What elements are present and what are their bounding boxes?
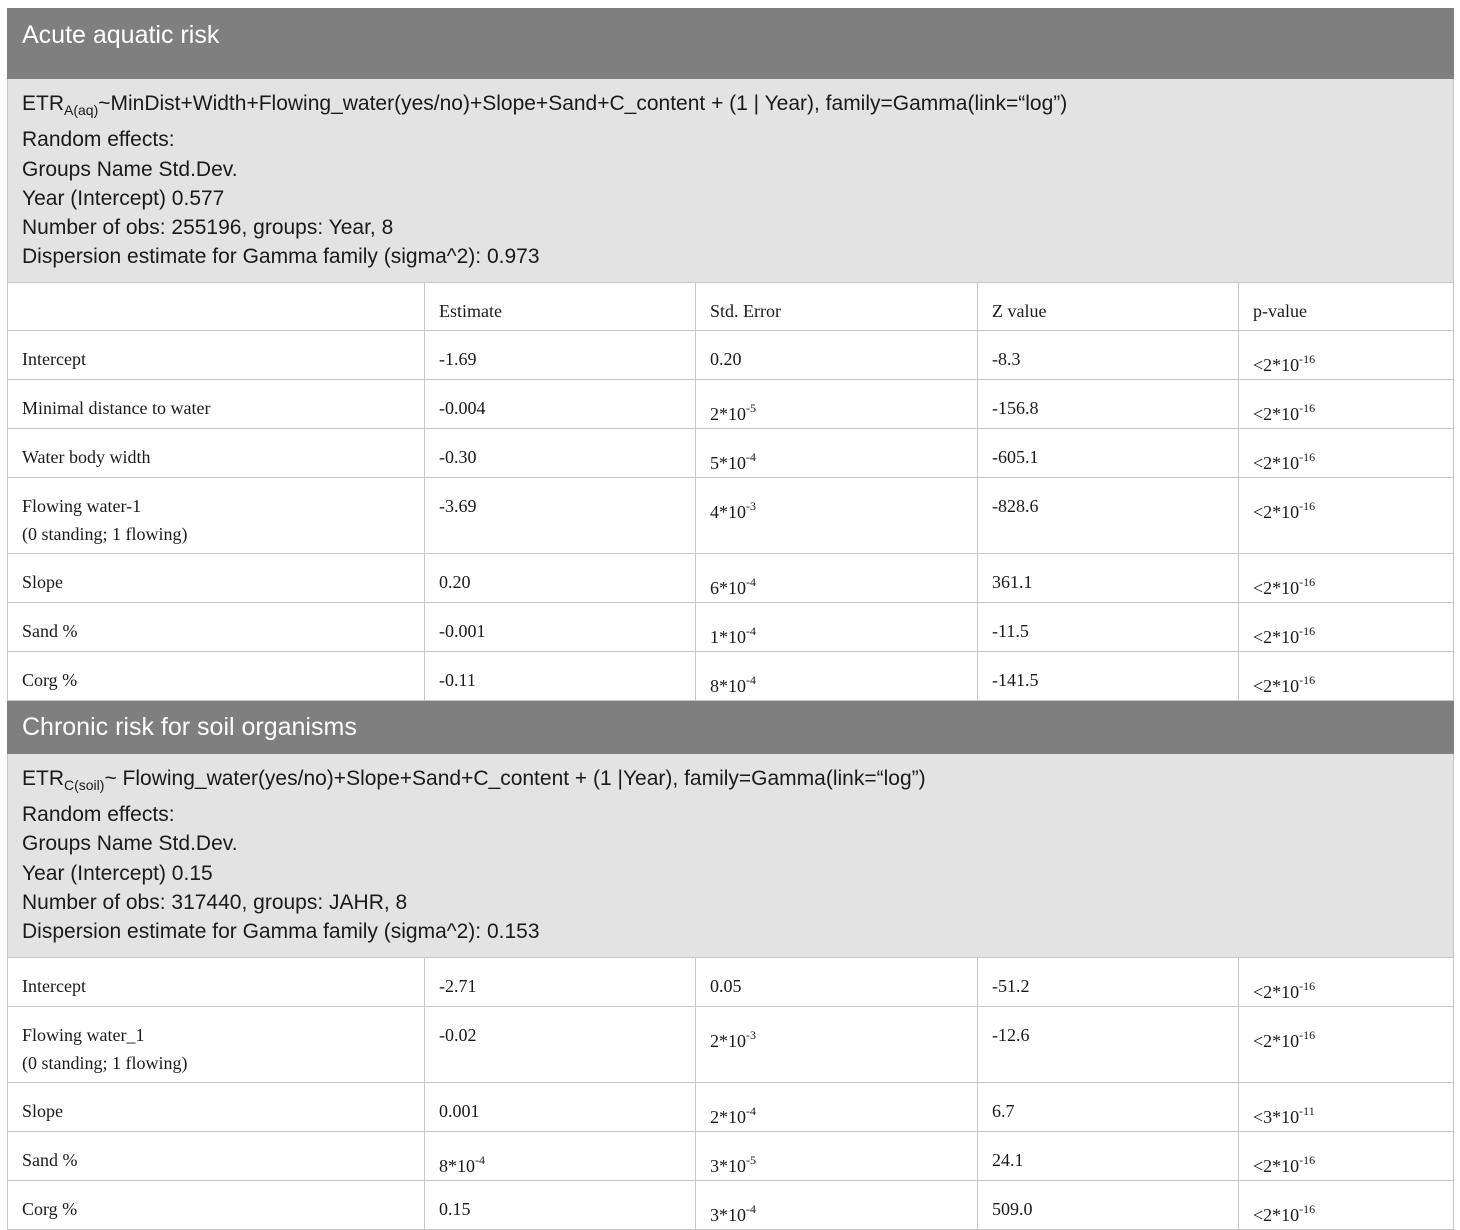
model-summary	[8, 79, 1454, 283]
table-row	[8, 428, 1454, 477]
p-value: <3*10	[1253, 1106, 1300, 1127]
model-line: Number of obs: 317440, groups: JAHR, 8	[22, 890, 408, 914]
table-row	[8, 477, 1454, 553]
std-error-value: 1*10	[710, 626, 746, 647]
table-row	[8, 651, 1454, 700]
p-value: <2*10	[1253, 577, 1300, 598]
std-error-value-exponent: -4	[746, 1103, 756, 1118]
estimate-value: -1.69	[439, 348, 477, 369]
row-label: Slope	[22, 1100, 64, 1121]
z-value: -12.6	[978, 1006, 1239, 1082]
section-header	[8, 9, 1454, 79]
p-value-exponent: -16	[1299, 1201, 1316, 1216]
column-header: p-value	[1239, 282, 1454, 330]
model-line: Dispersion estimate for Gamma family (sigma^2): 0.153	[22, 920, 540, 944]
estimate-value: 0.15	[439, 1198, 471, 1219]
model-line: Year (Intercept) 0.577	[22, 186, 225, 210]
formula-subscript: C(soil)	[64, 776, 105, 793]
row-label: Sand %	[22, 1149, 78, 1170]
model-line: Groups Name Std.Dev.	[22, 157, 238, 181]
table-row	[8, 1006, 1454, 1082]
estimate-value: 8*10	[439, 1155, 475, 1176]
p-value: <2*10	[1253, 981, 1300, 1002]
z-value: -605.1	[978, 428, 1239, 477]
std-error-value: 4*10	[710, 501, 746, 522]
std-error-value: 8*10	[710, 675, 746, 696]
row-label: Flowing water-1	[22, 495, 142, 516]
p-value-exponent: -16	[1299, 574, 1316, 589]
model-line: Random effects:	[22, 803, 175, 827]
std-error-value-exponent: -5	[746, 1152, 756, 1167]
std-error-value: 3*10	[710, 1204, 746, 1225]
std-error-value: 2*10	[710, 1106, 746, 1127]
row-label: Flowing water_1	[22, 1024, 145, 1045]
p-value-exponent: -16	[1299, 449, 1316, 464]
p-value-exponent: -16	[1299, 1152, 1316, 1167]
p-value: <2*10	[1253, 403, 1300, 424]
std-error-value: 0.20	[710, 348, 742, 369]
std-error-value-exponent: -4	[746, 623, 756, 638]
regression-table	[7, 8, 1454, 1230]
table-row	[8, 1131, 1454, 1180]
p-value-exponent: -16	[1299, 400, 1316, 415]
z-value: -828.6	[978, 477, 1239, 553]
estimate-value: -0.30	[439, 446, 477, 467]
model-line: Dispersion estimate for Gamma family (sigma^2): 0.973	[22, 245, 540, 269]
p-value-exponent: -16	[1299, 672, 1316, 687]
estimate-value-exponent: -4	[475, 1152, 485, 1167]
z-value: -8.3	[978, 330, 1239, 379]
z-value: -11.5	[978, 602, 1239, 651]
p-value: <2*10	[1253, 354, 1300, 375]
p-value-exponent: -16	[1299, 623, 1316, 638]
column-header-row	[8, 282, 1454, 330]
z-value: -156.8	[978, 379, 1239, 428]
model-formula	[22, 89, 1439, 125]
model-line: Year (Intercept) 0.15	[22, 861, 213, 885]
row-label: Minimal distance to water	[22, 397, 211, 418]
std-error-value-exponent: -4	[746, 672, 756, 687]
formula-rest: ~MinDist+Width+Flowing_water(yes/no)+Slope+Sand+C_content + (1 | Year), family=Gamma(link=“log”)	[98, 92, 1068, 115]
model-summary	[8, 753, 1454, 957]
estimate-value: -0.004	[439, 397, 486, 418]
p-value: <2*10	[1253, 452, 1300, 473]
std-error-value-exponent: -5	[746, 400, 756, 415]
std-error-value-exponent: -3	[746, 498, 756, 513]
section-header	[8, 700, 1454, 753]
z-value: 361.1	[978, 553, 1239, 602]
formula-prefix: ETR	[22, 92, 64, 115]
formula-subscript: A(aq)	[64, 102, 99, 118]
column-header: Estimate	[425, 282, 696, 330]
estimate-value: -0.001	[439, 620, 486, 641]
table-row	[8, 957, 1454, 1006]
row-label: Intercept	[22, 975, 86, 996]
z-value: 24.1	[978, 1131, 1239, 1180]
column-header	[8, 282, 425, 330]
row-label-note: (0 standing; 1 flowing)	[22, 523, 188, 544]
column-header: Std. Error	[696, 282, 978, 330]
z-value: 509.0	[978, 1180, 1239, 1229]
std-error-value: 2*10	[710, 1030, 746, 1051]
row-label: Corg %	[22, 669, 78, 690]
std-error-value: 2*10	[710, 403, 746, 424]
std-error-value: 3*10	[710, 1155, 746, 1176]
row-label: Intercept	[22, 348, 86, 369]
model-formula	[22, 764, 1439, 800]
p-value: <2*10	[1253, 626, 1300, 647]
table-row	[8, 602, 1454, 651]
p-value: <2*10	[1253, 501, 1300, 522]
std-error-value-exponent: -4	[746, 449, 756, 464]
model-line: Groups Name Std.Dev.	[22, 832, 238, 856]
formula-prefix: ETR	[22, 766, 64, 790]
table-row	[8, 379, 1454, 428]
p-value-exponent: -11	[1299, 1103, 1315, 1118]
z-value: -51.2	[978, 957, 1239, 1006]
formula-rest: ~ Flowing_water(yes/no)+Slope+Sand+C_content + (1 |Year), family=Gamma(link=“log”)	[104, 766, 926, 790]
table-row	[8, 330, 1454, 379]
estimate-value: -2.71	[439, 975, 477, 996]
row-label-note: (0 standing; 1 flowing)	[22, 1052, 188, 1073]
row-label: Water body width	[22, 446, 151, 467]
std-error-value-exponent: -3	[746, 1027, 756, 1042]
std-error-value-exponent: -4	[746, 1201, 756, 1216]
p-value: <2*10	[1253, 1155, 1300, 1176]
p-value: <2*10	[1253, 1204, 1300, 1225]
table-row	[8, 1082, 1454, 1131]
section-title: Chronic risk for soil organisms	[8, 700, 1454, 753]
std-error-value: 6*10	[710, 577, 746, 598]
z-value: -141.5	[978, 651, 1239, 700]
std-error-value: 0.05	[710, 975, 742, 996]
estimate-value: 0.001	[439, 1100, 480, 1121]
p-value-exponent: -16	[1299, 978, 1316, 993]
section-title: Acute aquatic risk	[8, 9, 1454, 79]
column-header: Z value	[978, 282, 1239, 330]
p-value-exponent: -16	[1299, 1027, 1316, 1042]
row-label: Slope	[22, 571, 64, 592]
estimate-value: -0.11	[439, 669, 476, 690]
z-value: 6.7	[978, 1082, 1239, 1131]
table-row	[8, 553, 1454, 602]
p-value: <2*10	[1253, 1030, 1300, 1051]
row-label: Corg %	[22, 1198, 78, 1219]
model-line: Random effects:	[22, 128, 175, 152]
p-value: <2*10	[1253, 675, 1300, 696]
estimate-value: -3.69	[439, 495, 477, 516]
model-line: Number of obs: 255196, groups: Year, 8	[22, 216, 394, 240]
row-label: Sand %	[22, 620, 78, 641]
estimate-value: -0.02	[439, 1024, 477, 1045]
table-row	[8, 1180, 1454, 1229]
p-value-exponent: -16	[1299, 351, 1316, 366]
std-error-value-exponent: -4	[746, 574, 756, 589]
estimate-value: 0.20	[439, 571, 471, 592]
p-value-exponent: -16	[1299, 498, 1316, 513]
std-error-value: 5*10	[710, 452, 746, 473]
